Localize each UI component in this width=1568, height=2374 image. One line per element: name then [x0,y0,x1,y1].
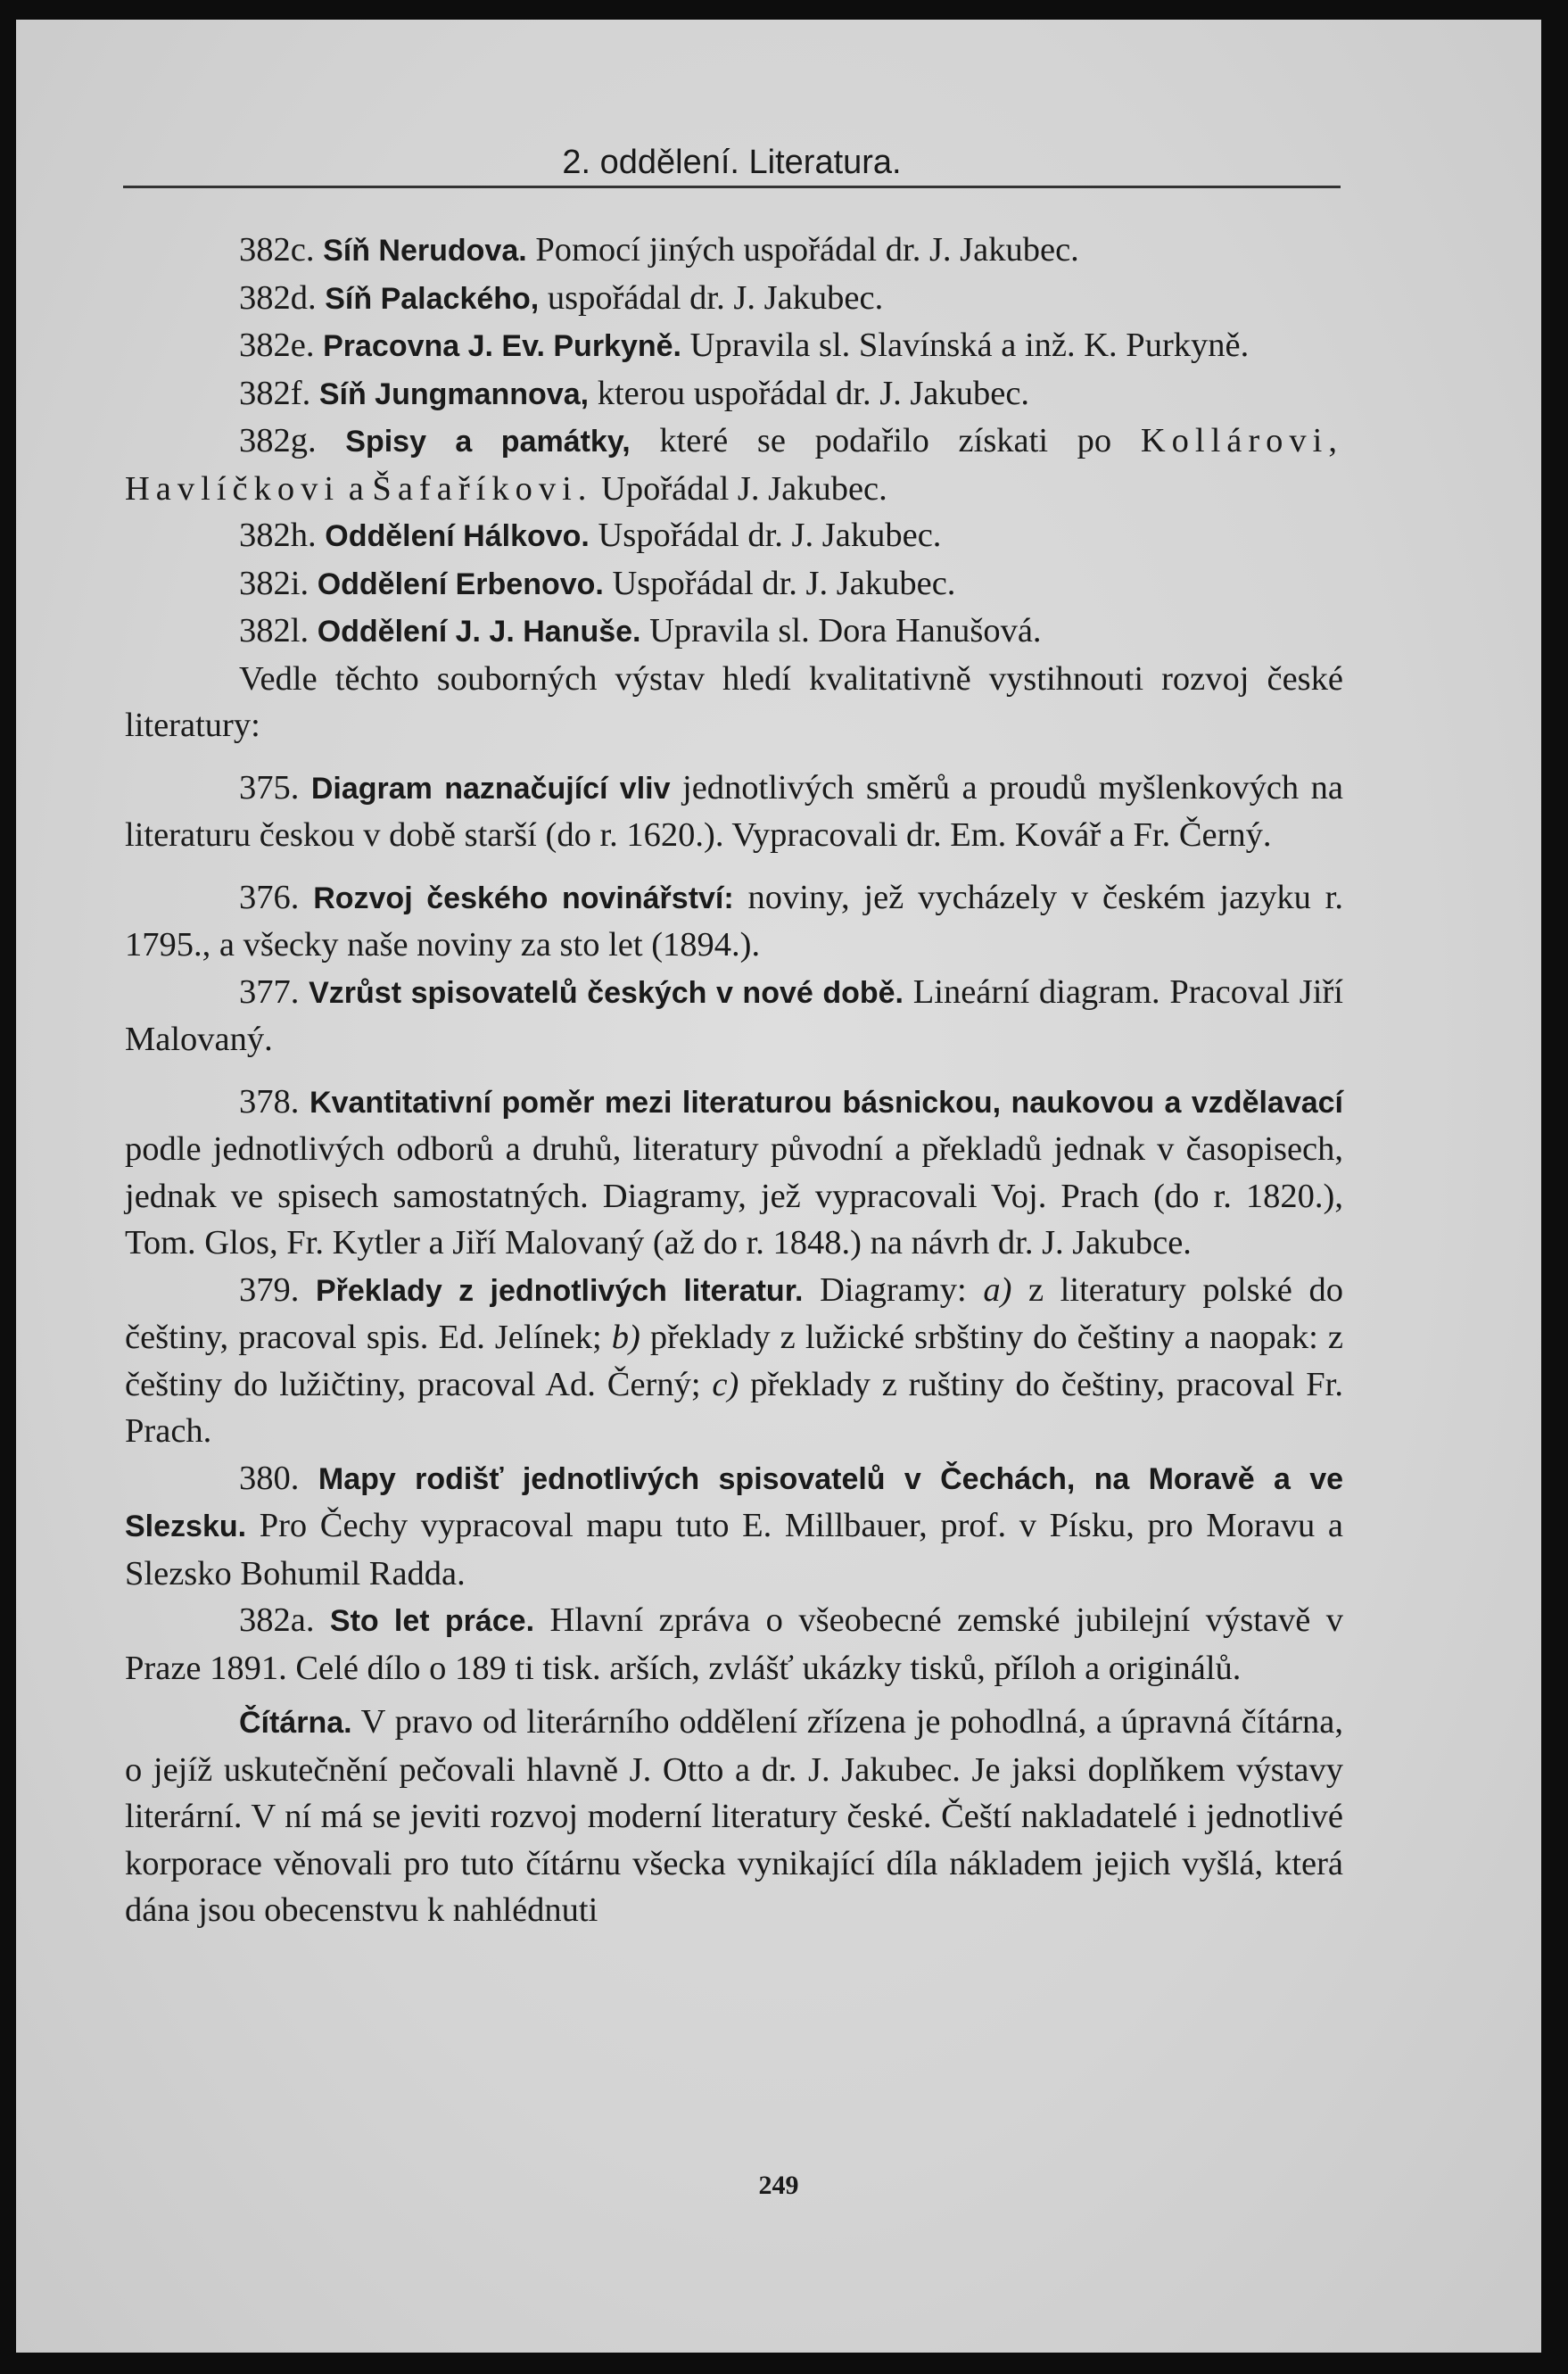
entry-title: Síň Nerudova. [323,234,527,268]
entry-376 [125,874,1343,969]
item-marker: b) [611,1319,640,1356]
entry-text: Upravila sl. Dora Hanušová. [640,612,1042,649]
entry-382e [125,322,1343,370]
entry-title: Síň Palackého, [325,281,540,316]
entry-title: Sto let práce. [329,1604,535,1638]
entry-text: kterou uspořádal dr. J. Jakubec. [589,374,1030,412]
entry-title: Vzrůst spisovatelů českých v nové době. [309,975,904,1010]
entry-text: Pomocí jiných uspořádal dr. J. Jakubec. [526,231,1079,269]
entry-382d [125,275,1343,323]
entry-number: 382g. [239,422,317,459]
entry-382l [125,608,1343,656]
entry-text: jednotlivých směrů a proudů myšlenkových na literaturu českou v době starší (do r. 1620.). Vypracovali dr. Em. Kovář a Fr. Černý. [125,768,1344,854]
entry-number: 377. [239,972,300,1011]
entry-number: 375. [239,768,300,806]
entry-text: z literatury polské do češtiny, pracoval spis. Ed. Jelínek; [125,1270,1343,1356]
header-title: 2. oddělení. Literatura. [562,144,902,181]
entry-number: 379. [239,1270,300,1309]
entry-text: Vedle těchto souborných výstav hledí kvalitativně vystihnouti rozvoj české literatury: [125,659,1343,744]
entry-text: Uspořádal dr. J. Jakubec. [589,517,942,554]
item-marker: a) [983,1270,1012,1309]
entry-text: Lineární diagram. Pracoval Jiří Malovaný. [125,972,1343,1058]
entry-title: Spisy a památky, [345,425,631,459]
entry-377 [125,969,1343,1063]
entry-title: Čítárna. [239,1706,352,1740]
entry-title: Překlady z jednotlivých literatur. [315,1273,804,1308]
entry-number: 382d. [239,278,317,317]
item-marker: c) [712,1365,739,1403]
page-number: 249 [758,2171,799,2200]
entry-text: Upořádal J. Jakubec. [592,469,887,508]
entry-382i [125,560,1343,608]
entry-number: 380. [239,1459,300,1497]
entry-title: Síň Jungmannova, [318,376,590,411]
spaced-names: Kollárovi, Havlíčkovi [125,422,1343,508]
entry-text: překlady z lužické srbštiny do češtiny a naopak: z češtiny do lužičtiny, pracoval Ad. Černý; [125,1319,1343,1403]
entry-text: překlady z ruštiny do češtiny, pracoval Fr. Prach. [125,1365,1343,1450]
entry-number: 376. [239,878,300,916]
entry-number: 382i. [239,564,309,602]
entry-text: Upravila sl. Slavínská a inž. K. Purkyně. [681,327,1250,364]
entry-382c [125,227,1343,275]
entry-number: 382l. [239,612,309,649]
entry-382g [125,418,1343,512]
entry-title: Oddělení Hálkovo. [325,519,590,553]
entry-number: 382e. [239,327,315,364]
body-text [125,227,1343,1934]
entry-title: Diagram naznačující vliv [310,771,671,806]
entry-title: Oddělení Erbenovo. [317,567,604,601]
entry-text: Diagramy: [803,1270,984,1309]
entry-number: 378. [239,1082,300,1121]
entry-number: 382a. [239,1601,315,1639]
running-header [123,116,1341,188]
entry-number: 382c. [239,231,315,269]
entry-text: uspořádal dr. J. Jakubec. [539,278,884,317]
entry-text: Hlavní zpráva o všeobecné zemské jubilejní výstavě v Praze 1891. Celé dílo o 189 ti tisk. arších, zvlášť ukázky tisků, příloh a originálů. [125,1601,1344,1687]
entry-text: Pro Čechy vypracoval mapu tuto E. Millbauer, prof. v Písku, pro Moravu a Slezsko Bohumil Radda. [125,1507,1343,1592]
entry-380 [125,1455,1343,1598]
entry-title: Oddělení J. J. Hanuše. [317,615,641,649]
entry-text: které se podařilo získati po [630,422,1141,459]
page [16,20,1541,2353]
entry-382h [125,512,1343,560]
entry-379 [125,1267,1343,1455]
entry-378 [125,1079,1343,1267]
entry-citarna [125,1699,1343,1934]
intro-paragraph [125,656,1343,749]
entry-text: noviny, jež vycházely v českém jazyku r. 1795., a všecky naše noviny za sto let (1894.). [125,878,1343,964]
entry-text: podle jednotlivých odborů a druhů, literatury původní a překladů jednak v časopisech, jednak ve spisech samostatných. Diagramy, jež vypracovali Voj. Prach (do r. 1820.), Tom. Glos, Fr. Kytler a Jiří Malovaný (až do r. 1848.) na návrh dr. J. Jakubce. [125,1130,1343,1261]
entry-title: Rozvoj českého novinářství: [313,881,734,915]
entry-375 [125,765,1343,859]
entry-title: Pracovna J. Ev. Purkyně. [323,329,682,363]
entry-382a [125,1597,1343,1692]
entry-title: Mapy rodišť jednotlivých spisovatelů v Čechách, na Moravě a ve Slezsku. [125,1461,1344,1543]
entry-text: V pravo od literárního oddělení zřízena je pohodlná, a úpravná čítárna, o jejíž uskutečnění pečovali hlavně J. Otto a dr. J. Jakubec. Je jaksi doplňkem výstavy literární. V ní má se jeviti rozvoj moderní literatury české. Čeští nakladatelé i jednotlivé korporace věnovali pro tuto čítárnu všecka vynikající díla nákladem jejich vyšlá, která dána jsou obecenstvu k nahlédnuti [125,1703,1343,1929]
spaced-names: Šafaříkovi. [372,469,593,508]
entry-number: 382h. [239,517,317,554]
entry-text: Uspořádal dr. J. Jakubec. [603,564,956,602]
entry-title: Kvantitativní poměr mezi literaturou básnickou, naukovou a vzdělavací [309,1085,1344,1120]
entry-382f [125,370,1343,418]
entry-number: 382f. [239,374,311,412]
entry-text: a [340,469,373,508]
